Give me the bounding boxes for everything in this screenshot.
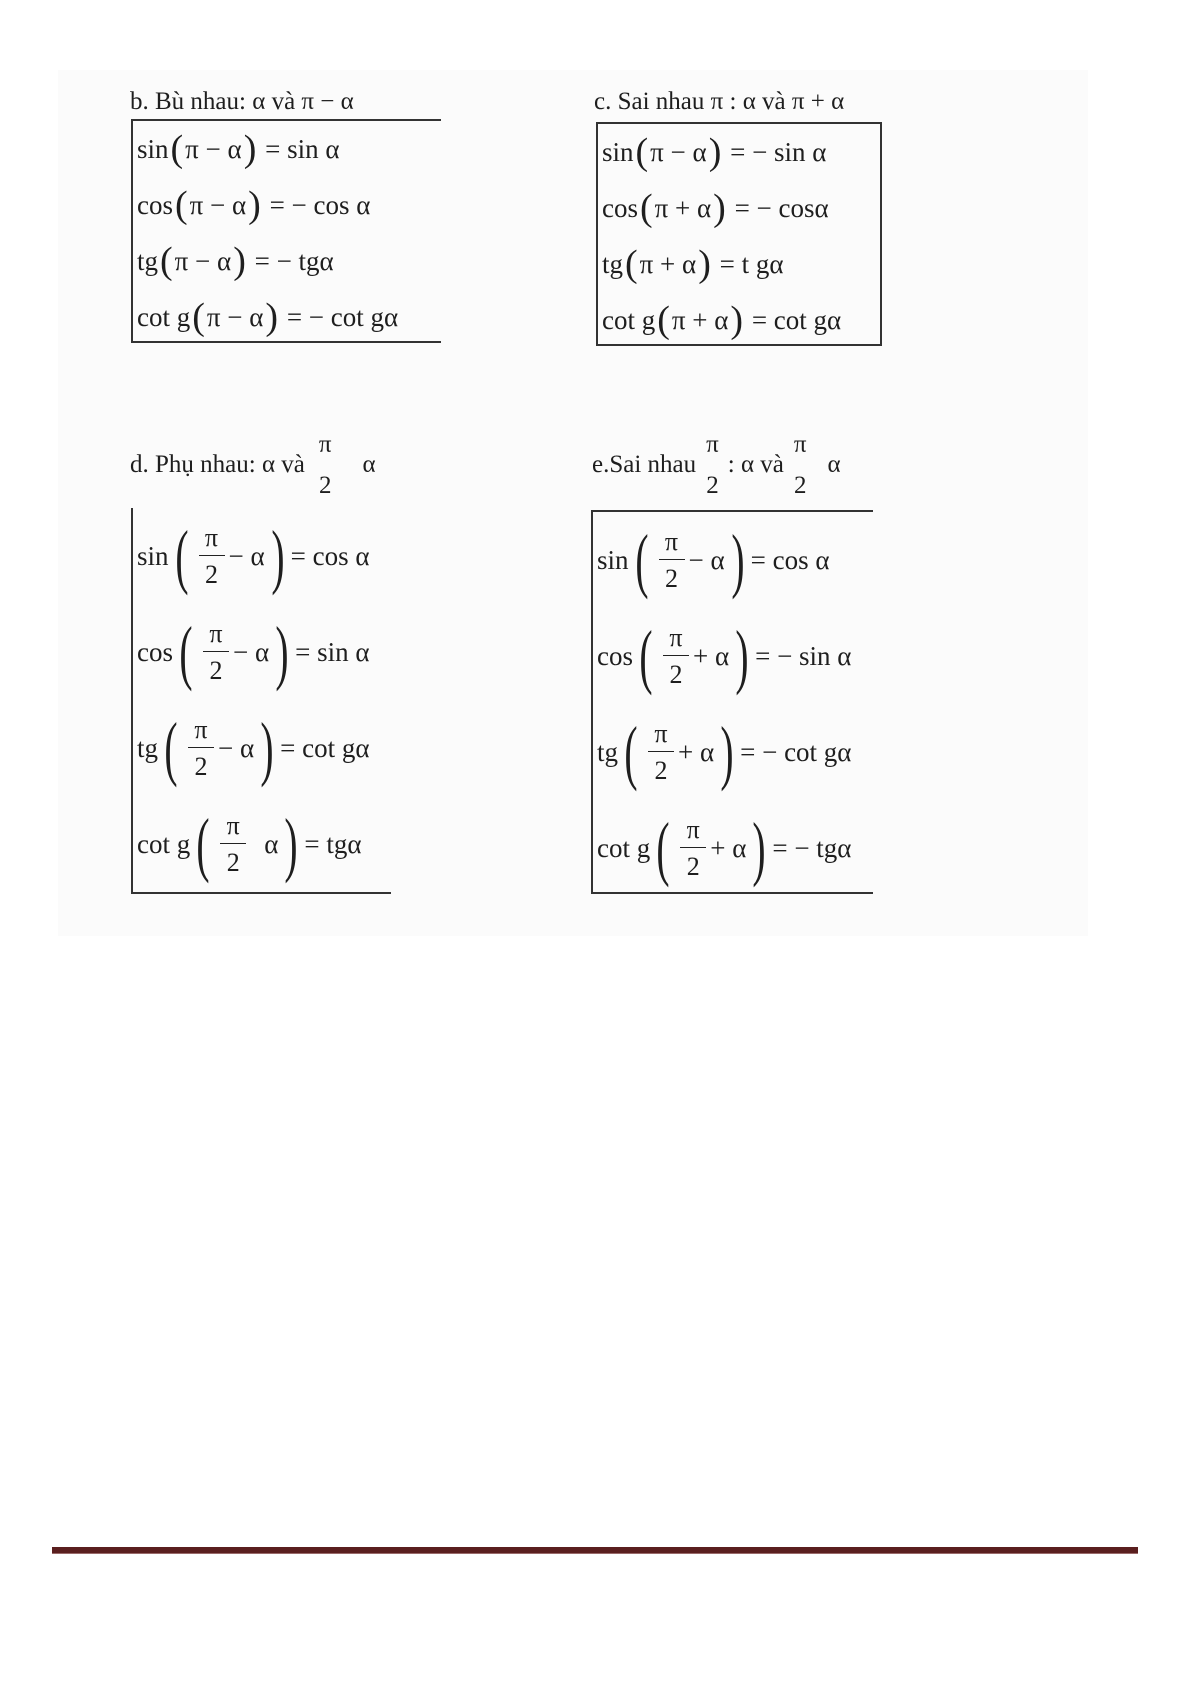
- formula-row: cos ( π + α ) = − cosα: [602, 187, 829, 229]
- formula-row: sin ( π − α ) = − sin α: [602, 131, 827, 173]
- heading-sai-nhau-pi-2: e.Sai nhau π 2 : α và π 2 α: [592, 431, 841, 499]
- formula-row: cot g ( π 2 α ) = tgα: [137, 804, 362, 884]
- formula-row: cos ( π 2 + α ) = − sin α: [597, 616, 852, 696]
- formula-row: sin ( π 2 − α ) = cos α: [137, 516, 370, 596]
- formula-row: cos ( π 2 − α ) = sin α: [137, 612, 370, 692]
- heading-bu-nhau: b. Bù nhau: α và π − α: [130, 88, 354, 115]
- formula-row: tg ( π + α ) = t gα: [602, 243, 784, 285]
- formula-row: cot g ( π + α ) = cot gα: [602, 299, 842, 341]
- heading-phu-nhau: d. Phụ nhau: α và π 2 α: [130, 431, 376, 499]
- formula-row: cot g ( π − α ) = − cot gα: [137, 296, 399, 338]
- formula-box-bu-nhau: [131, 119, 441, 343]
- formula-row: tg ( π 2 + α ) = − cot gα: [597, 712, 852, 792]
- formula-row: cos ( π − α ) = − cos α: [137, 184, 371, 226]
- formula-box-sai-nhau-pi: [596, 122, 882, 346]
- formula-row: sin ( π − α ) = sin α: [137, 128, 340, 170]
- heading-sai-nhau-pi: c. Sai nhau π : α và π + α: [594, 88, 845, 115]
- formula-box-sai-nhau-pi-2: [591, 510, 873, 894]
- formula-box-phu-nhau: [131, 508, 391, 894]
- footer-divider: [52, 1547, 1138, 1554]
- formula-row: cot g ( π 2 + α ) = − tgα: [597, 808, 852, 888]
- formula-row: tg ( π − α ) = − tgα: [137, 240, 334, 282]
- formula-row: tg ( π 2 − α ) = cot gα: [137, 708, 370, 788]
- formula-row: sin ( π 2 − α ) = cos α: [597, 520, 830, 600]
